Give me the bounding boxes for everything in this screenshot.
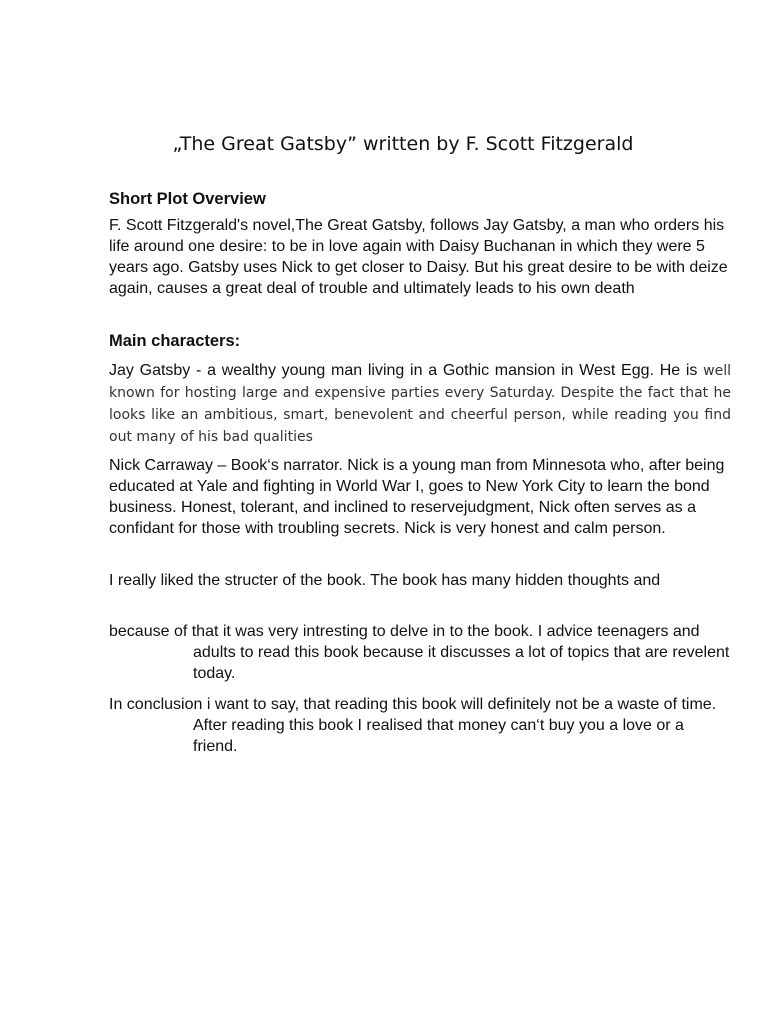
nick-paragraph: Nick Carraway – Book‘s narrator. Nick is a young man from Minnesota who, after being educated at Yale and fighting in World War I, goes to New York City to learn the bond business. Honest, tolerant, and inclined to reservejudgment, Nick often serves as a confidant for those with troubling secrets. Nick is very honest and calm person. bbox=[109, 457, 725, 537]
document-title: „The Great Gatsby” written by F. Scott Fitzgerald bbox=[172, 133, 634, 155]
conclusion-paragraph: In conclusion i want to say, that reading this book will definitely not be a waste of time. After reading this book I realised that money can‘t buy you a love or a friend. bbox=[109, 696, 717, 755]
plot-paragraph: F. Scott Fitzgerald's novel,The Great Gatsby, follows Jay Gatsby, a man who orders his life around one desire: to be in love again with Daisy Buchanan in which they were 5 years ago. Gatsby uses Nick to get closer to Daisy. But his great desire to be with deize again, causes a great deal of trouble and ultimately leads to his own death bbox=[109, 217, 728, 297]
opinion-paragraph-2: because of that it was very intresting to delve in to the book. I advice teenagers and adults to read this book because it discusses a lot of topics that are revelent today. bbox=[109, 623, 730, 682]
gatsby-paragraph bbox=[109, 360, 731, 448]
opinion-paragraph-1: I really liked the structer of the book. The book has many hidden thoughts and bbox=[109, 572, 661, 589]
plot-heading: Short Plot Overview bbox=[109, 190, 266, 208]
characters-heading: Main characters: bbox=[109, 332, 241, 350]
gatsby-text-details: well known for hosting large and expensive parties every Saturday. Despite the fact that he looks like an ambitious, smart, benevolent and cheerful person, while reading you find out many of his bad qualities bbox=[109, 363, 732, 445]
gatsby-text-main: Jay Gatsby - a wealthy young man living in a Gothic mansion in West Egg. He is bbox=[109, 362, 698, 379]
